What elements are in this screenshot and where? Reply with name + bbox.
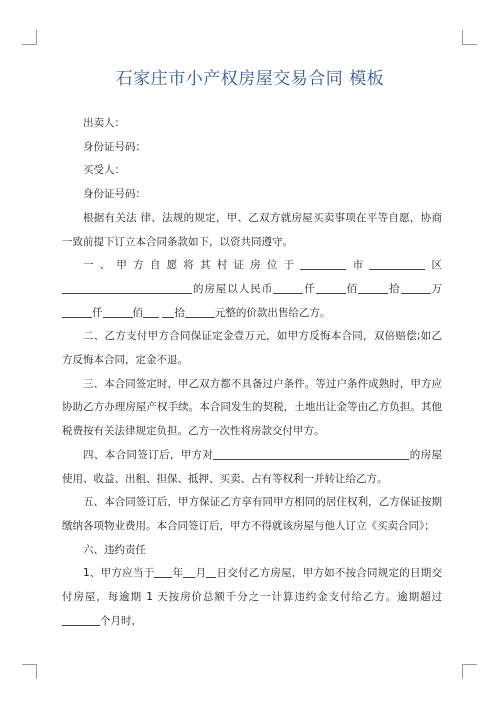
blank-amount-1 xyxy=(273,281,303,294)
clause-4-text-a: 四、本合同签订后，甲方对 xyxy=(83,448,214,461)
blank-city xyxy=(300,257,346,270)
crop-mark-top-left xyxy=(22,30,37,45)
blank-amount-8 xyxy=(162,305,174,318)
clause-1-text-f: 佰 xyxy=(345,282,359,295)
crop-mark-top-right xyxy=(462,30,477,45)
clause-5: 五、本合同签订后，甲方保证乙方享有同甲方相同的居住权利，乙方保证按期缴纳各项物业费用。本合同签订后，甲方不得就该房屋与他人订立《买卖合同》； xyxy=(62,496,442,532)
clause-6-title: 六、违约责任 xyxy=(83,543,146,556)
clause-1-text-i: 仟 xyxy=(92,306,103,319)
intro-paragraph: 根据有关法 律、法规的规定，甲、乙双方就房屋买卖事项在平等自愿，协商一致前提下订立本合同条款如下，以资共同遵守。 xyxy=(62,211,442,248)
buyer-label: 买受人： xyxy=(83,164,125,177)
clause-2: 二、乙方支付甲方合同保证定金壹万元，如甲方反悔本合同，双倍赔偿;如乙方反悔本合同，定金不退。 xyxy=(62,330,442,367)
clause-6-1-text-a: 1、甲方应当于 xyxy=(83,567,155,580)
blank-amount-6 xyxy=(103,305,133,318)
clause-1-text-h: 万 xyxy=(430,282,443,295)
clause-1-text-j: 佰 xyxy=(132,306,143,319)
blank-property xyxy=(213,447,409,460)
clause-1-text-d: 的房屋以人民币 xyxy=(192,282,274,295)
blank-amount-3 xyxy=(358,281,388,294)
clause-1-text-l: 元整的价款出售给乙方。 xyxy=(214,306,331,319)
blank-year xyxy=(154,565,172,578)
blank-amount-9 xyxy=(185,305,215,318)
clause-1-text-a: 一、甲方自愿将其村证房位于 xyxy=(83,259,301,272)
clause-4-text-b: 的房屋使用、收益、出租、担保、抵押、买卖、占有等权利一并转让给乙方。 xyxy=(62,448,443,485)
blank-months xyxy=(62,613,100,626)
clause-6-1 xyxy=(62,562,442,633)
blank-address xyxy=(62,281,180,294)
seller-id-label: 身份证号码： xyxy=(83,140,146,153)
clause-3: 三、本合同签定时，甲乙双方都不具备过户条件。等过户条件成熟时，甲方应协助乙方办理房屋产权手续。本合同发生的契税，土地出让金等由乙方负担。其他税费按有关法律规定负担。乙方一次性将房款交付甲方。 xyxy=(62,377,442,438)
clause-1 xyxy=(62,254,442,325)
seller-label: 出卖人： xyxy=(83,117,125,129)
clause-1-text-k: 拾 xyxy=(174,306,185,319)
clause-1-text-g: 拾 xyxy=(388,282,401,295)
clause-1-text-b: 市 xyxy=(346,259,370,272)
blank-address-cont xyxy=(180,281,192,294)
blank-month xyxy=(183,565,195,578)
clause-1-text-e: 仟 xyxy=(303,282,316,295)
clause-6-1-text-b: 年 xyxy=(172,567,184,580)
blank-amount-2 xyxy=(316,281,346,294)
buyer-id-label: 身份证号码： xyxy=(83,188,146,201)
crop-mark-bottom-left xyxy=(22,664,37,679)
document-body xyxy=(62,112,442,633)
clause-4 xyxy=(62,444,442,491)
blank-district xyxy=(369,257,425,270)
crop-mark-bottom-right xyxy=(462,664,477,679)
clause-6-1-text-c: 月 xyxy=(195,567,207,580)
blank-amount-7 xyxy=(143,305,159,318)
blank-day xyxy=(206,565,216,578)
clause-6-1-text-d: 日交付乙方房屋，甲方如不按合同规定的日期交付房屋，每逾期 1 天按房价总额千分之一计算违约金支付给乙方。逾期超过 xyxy=(62,567,443,604)
clause-1-text-c: 区 xyxy=(425,259,442,272)
clause-6-1-text-e: 个月时， xyxy=(100,614,142,627)
blank-amount-5 xyxy=(62,305,92,318)
document-title: 石家庄市小产权房屋交易合同 模板 xyxy=(115,69,385,89)
blank-amount-4 xyxy=(401,281,431,294)
